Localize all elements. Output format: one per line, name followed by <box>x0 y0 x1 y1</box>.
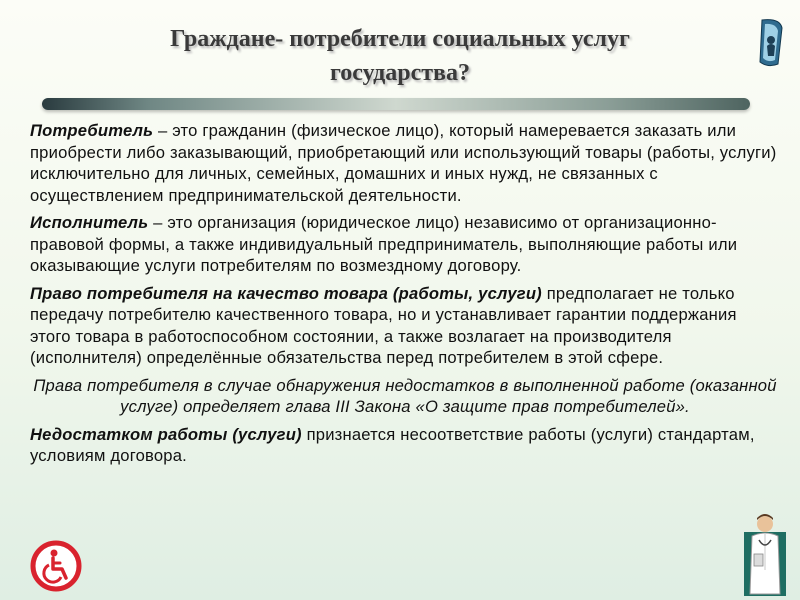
title-line-1: Граждане- потребители социальных услуг <box>170 26 630 52</box>
accessibility-icon <box>30 540 82 592</box>
page-title <box>120 22 680 90</box>
definition-executor: – это организация (юридическое лицо) независимо от организационно-правовой формы, а также индивидуальный предприниматель, выполняющие работы или оказывающие услуги потребителям по возмездному договору. <box>30 213 738 275</box>
title-divider <box>42 98 750 110</box>
title-line-2: государства? <box>329 60 470 86</box>
doctor-icon <box>740 510 790 596</box>
term-quality-right: Право потребителя на качество товара (работы, услуги) <box>30 283 542 303</box>
paragraph-law-note: Права потребителя в случае обнаружения недостатков в выполненной работе (оказанной услуге) определяет глава III Закона «О защите прав потребителей». <box>33 375 777 416</box>
content-body <box>30 120 780 473</box>
paragraph-consumer <box>30 120 780 206</box>
definition-quality-right: предполагает не только передачу потребителю качественного товара, но и устанавливает гарантии поддержания этого товара в работоспособном состоянии, а также возлагает на производителя (исполнителя) определённые обязательства перед потребителем в этой сфере. <box>30 283 737 367</box>
paragraph-executor <box>30 212 780 277</box>
term-executor: Исполнитель <box>30 213 149 232</box>
term-defect: Недостатком работы (услуги) <box>30 424 302 444</box>
ribbon-icon <box>756 18 786 68</box>
paragraph-defect <box>30 424 780 467</box>
term-consumer: Потребитель <box>30 121 154 140</box>
definition-defect: признается несоответствие работы (услуги) стандартам, условиям договора. <box>30 424 755 465</box>
paragraph-quality-right <box>30 283 780 369</box>
definition-consumer: – это гражданин (физическое лицо), который намеревается заказать или приобрести либо заказывающий, приобретающий или использующий товары (работы, услуги) исключительно для личных, семейных, домашних и иных нужд, не связанных с осуществлением предпринимательской деятельности. <box>30 121 777 205</box>
